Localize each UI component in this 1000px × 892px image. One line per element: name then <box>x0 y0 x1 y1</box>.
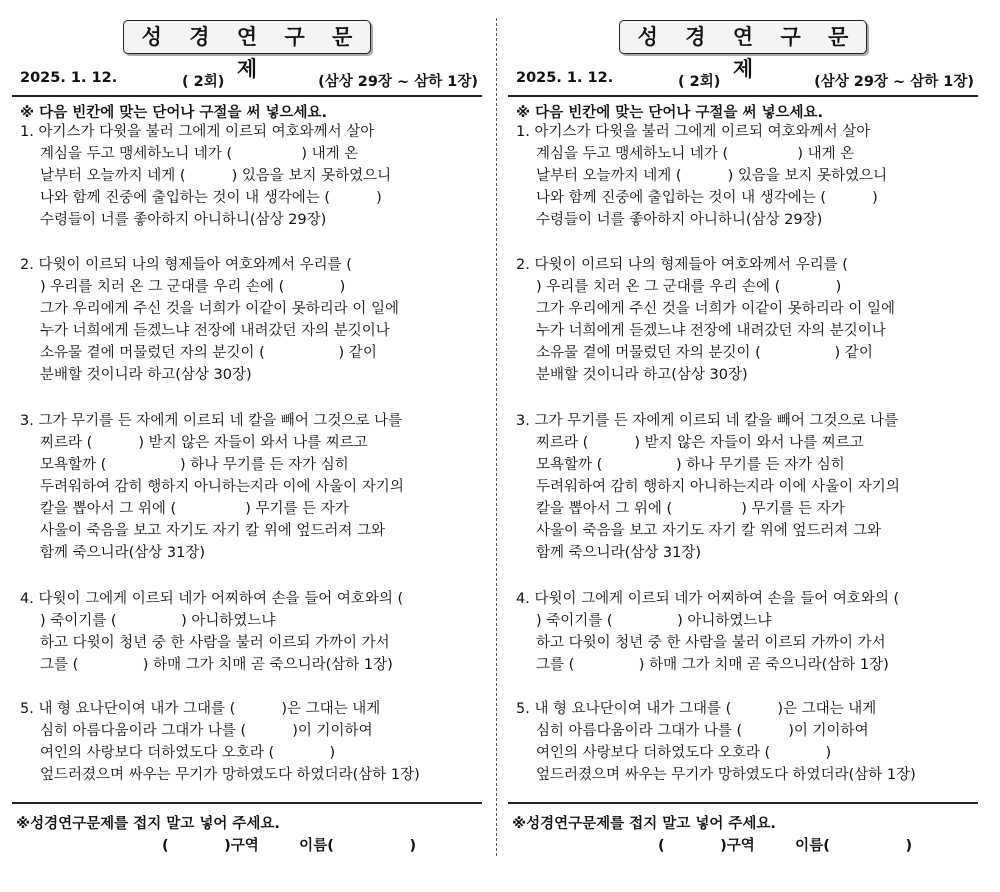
question-4 <box>20 588 482 676</box>
question-5 <box>20 698 482 786</box>
question-line: 엎드러졌으며 싸우는 무기가 망하였도다 하였더라(삼하 1장) <box>536 767 916 783</box>
question-line: 두려워하여 감히 행하지 아니하는지라 이에 사울이 자기의 <box>40 479 404 495</box>
question-line: 날부터 오늘까지 네게 ( ) 있음을 보지 못하였으니 <box>536 168 888 184</box>
district-name-fields: ( )구역 이름( ) <box>162 838 417 854</box>
question-line: 1. 아기스가 다윗을 불러 그에게 이르되 여호와께서 살아 <box>20 124 375 140</box>
question-line: 함께 죽으니라(삼상 31장) <box>536 545 702 561</box>
info-row <box>516 70 978 94</box>
question-line: 하고 다윗이 청년 중 한 사람을 불러 이르되 가까이 가서 <box>536 635 886 651</box>
question-line: 심히 아름다움이라 그대가 나를 ( )이 기이하여 <box>40 723 373 739</box>
question-line: 소유물 곁에 머물렀던 자의 분깃이 ( ) 같이 <box>40 345 377 361</box>
cut-line <box>496 18 497 856</box>
question-line: 하고 다윗이 청년 중 한 사람을 불러 이르되 가까이 가서 <box>40 635 390 651</box>
question-line: 수령들이 너를 좋아하지 아니하니(삼상 29장) <box>536 212 823 228</box>
question-line: 함께 죽으니라(삼상 31장) <box>40 545 206 561</box>
question-line: 1. 아기스가 다윗을 불러 그에게 이르되 여호와께서 살아 <box>516 124 871 140</box>
question-line: 모욕할까 ( ) 하나 무기를 든 자가 심히 <box>536 457 845 473</box>
question-line: 수령들이 너를 좋아하지 아니하니(삼상 29장) <box>40 212 327 228</box>
question-line: 칼을 뽑아서 그 위에 ( ) 무기를 든 자가 <box>40 501 349 517</box>
top-divider <box>12 95 482 97</box>
bottom-divider <box>508 802 978 804</box>
question-line: 사울이 죽음을 보고 자기도 자기 칼 위에 엎드러져 그와 <box>40 523 386 539</box>
instruction: ※ 다음 빈칸에 맞는 단어나 구절을 써 넣으세요. <box>516 105 824 121</box>
question-line: 4. 다윗이 그에게 이르되 네가 어찌하여 손을 들어 여호와의 ( <box>20 591 404 607</box>
worksheet-title: 성 경 연 구 문 제 <box>619 20 867 54</box>
question-line: 찌르라 ( ) 받지 않은 자들이 와서 나를 찌르고 <box>40 435 368 451</box>
date-label: 2025. 1. 12. <box>20 70 118 86</box>
worksheet-left <box>12 0 482 892</box>
worksheet-right <box>508 0 978 892</box>
question-line: 5. 내 형 요나단이여 내가 그대를 ( )은 그대는 내게 <box>516 701 877 717</box>
question-line: 날부터 오늘까지 네게 ( ) 있음을 보지 못하였으니 <box>40 168 392 184</box>
question-line: ) 우리를 치러 온 그 군대를 우리 손에 ( ) <box>536 279 842 295</box>
question-1 <box>20 121 482 231</box>
question-line: 엎드러졌으며 싸우는 무기가 망하였도다 하였더라(삼하 1장) <box>40 767 420 783</box>
question-line: 나와 함께 진중에 출입하는 것이 내 생각에는 ( ) <box>536 190 878 206</box>
question-1 <box>516 121 978 231</box>
question-line: 계심을 두고 맹세하노니 네가 ( ) 내게 온 <box>536 146 855 162</box>
question-line: 분배할 것이니라 하고(삼상 30장) <box>536 367 748 383</box>
question-2 <box>516 254 978 386</box>
bottom-divider <box>12 802 482 804</box>
question-line: 그가 우리에게 주신 것을 너희가 이같이 못하리라 이 일에 <box>536 301 896 317</box>
top-divider <box>508 95 978 97</box>
question-line: 여인의 사랑보다 더하였도다 오호라 ( ) <box>536 745 832 761</box>
question-line: 두려워하여 감히 행하지 아니하는지라 이에 사울이 자기의 <box>536 479 900 495</box>
question-line: 누가 너희에게 듣겠느냐 전장에 내려갔던 자의 분깃이나 <box>40 323 390 339</box>
question-line: 찌르라 ( ) 받지 않은 자들이 와서 나를 찌르고 <box>536 435 864 451</box>
question-line: 3. 그가 무기를 든 자에게 이르되 네 칼을 빼어 그것으로 나를 <box>20 413 403 429</box>
range-label: (삼상 29장 ~ 삼하 1장) <box>814 74 974 90</box>
question-line: 소유물 곁에 머물렀던 자의 분깃이 ( ) 같이 <box>536 345 873 361</box>
session-label: ( 2회) <box>678 74 721 90</box>
district-name-fields: ( )구역 이름( ) <box>658 838 913 854</box>
question-line: ) 죽이기를 ( ) 아니하였느냐 <box>40 613 276 629</box>
question-4 <box>516 588 978 676</box>
question-line: 여인의 사랑보다 더하였도다 오호라 ( ) <box>40 745 336 761</box>
question-line: 모욕할까 ( ) 하나 무기를 든 자가 심히 <box>40 457 349 473</box>
question-line: 5. 내 형 요나단이여 내가 그대를 ( )은 그대는 내게 <box>20 701 381 717</box>
question-line: 누가 너희에게 듣겠느냐 전장에 내려갔던 자의 분깃이나 <box>536 323 886 339</box>
question-line: 그가 우리에게 주신 것을 너희가 이같이 못하리라 이 일에 <box>40 301 400 317</box>
info-row <box>20 70 482 94</box>
question-line: 분배할 것이니라 하고(삼상 30장) <box>40 367 252 383</box>
session-label: ( 2회) <box>182 74 225 90</box>
question-line: 심히 아름다움이라 그대가 나를 ( )이 기이하여 <box>536 723 869 739</box>
footer-note: ※성경연구문제를 접지 말고 넣어 주세요. <box>512 816 776 832</box>
question-line: 그를 ( ) 하매 그가 치매 곧 죽으니라(삼하 1장) <box>536 657 889 673</box>
question-line: 사울이 죽음을 보고 자기도 자기 칼 위에 엎드러져 그와 <box>536 523 882 539</box>
question-line: 4. 다윗이 그에게 이르되 네가 어찌하여 손을 들어 여호와의 ( <box>516 591 900 607</box>
question-line: 그를 ( ) 하매 그가 치매 곧 죽으니라(삼하 1장) <box>40 657 393 673</box>
question-line: 계심을 두고 맹세하노니 네가 ( ) 내게 온 <box>40 146 359 162</box>
question-line: 칼을 뽑아서 그 위에 ( ) 무기를 든 자가 <box>536 501 845 517</box>
footer-note: ※성경연구문제를 접지 말고 넣어 주세요. <box>16 816 280 832</box>
instruction: ※ 다음 빈칸에 맞는 단어나 구절을 써 넣으세요. <box>20 105 328 121</box>
range-label: (삼상 29장 ~ 삼하 1장) <box>318 74 478 90</box>
question-line: ) 죽이기를 ( ) 아니하였느냐 <box>536 613 772 629</box>
question-line: ) 우리를 치러 온 그 군대를 우리 손에 ( ) <box>40 279 346 295</box>
question-line: 2. 다윗이 이르되 나의 형제들아 여호와께서 우리를 ( <box>20 257 352 273</box>
date-label: 2025. 1. 12. <box>516 70 614 86</box>
question-5 <box>516 698 978 786</box>
question-3 <box>20 410 482 564</box>
worksheet-title: 성 경 연 구 문 제 <box>123 20 371 54</box>
question-2 <box>20 254 482 386</box>
question-3 <box>516 410 978 564</box>
question-line: 나와 함께 진중에 출입하는 것이 내 생각에는 ( ) <box>40 190 382 206</box>
question-line: 2. 다윗이 이르되 나의 형제들아 여호와께서 우리를 ( <box>516 257 848 273</box>
question-line: 3. 그가 무기를 든 자에게 이르되 네 칼을 빼어 그것으로 나를 <box>516 413 899 429</box>
